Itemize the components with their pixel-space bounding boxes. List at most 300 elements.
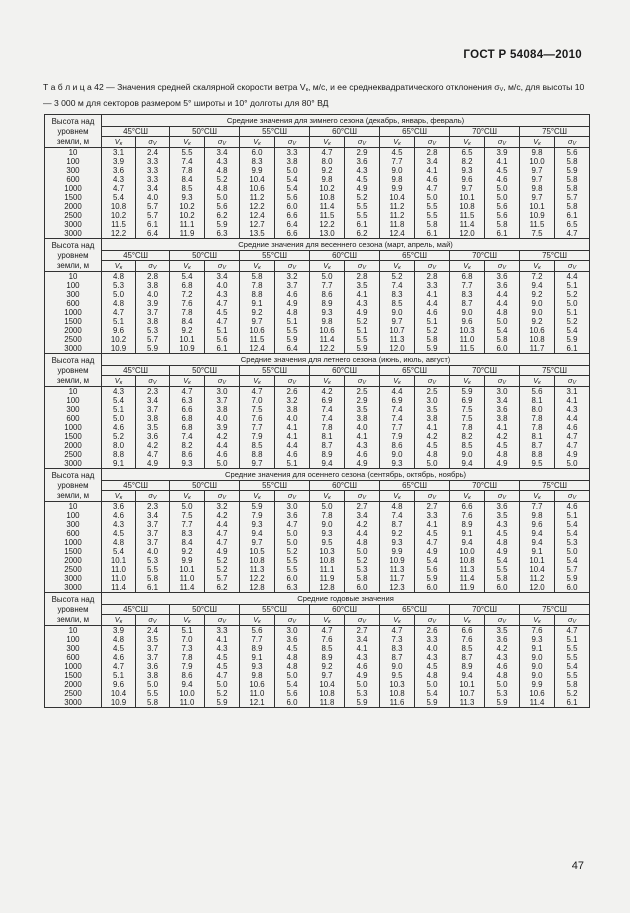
value-cell: 10.4 (380, 193, 415, 202)
value-cell: 4.0 (205, 281, 240, 290)
symbol-sigma (345, 491, 380, 502)
value-cell: 2.8 (136, 272, 170, 282)
value-cell: 10.8 (310, 193, 345, 202)
value-cell: 7.7 (170, 520, 205, 529)
symbol: $V_к$ (183, 137, 191, 147)
value-cell: 9.0 (450, 450, 485, 459)
symbol-v (310, 376, 345, 387)
value-cell: 5.8 (485, 574, 520, 583)
value-cell: 8.0 (520, 405, 555, 414)
value-cell: 6.8 (450, 272, 485, 282)
height-cell: 3000 (45, 229, 102, 239)
value-cell: 4.3 (345, 441, 380, 450)
value-cell: 4.8 (415, 450, 450, 459)
table-row (45, 441, 590, 450)
symbol: $\sigma_V$ (497, 261, 507, 271)
value-cell: 3.8 (136, 317, 170, 326)
height-cell: 3000 (45, 698, 102, 708)
value-cell: 4.7 (555, 441, 590, 450)
value-cell: 8.2 (170, 441, 205, 450)
value-cell: 9.9 (170, 556, 205, 565)
value-cell: 4.0 (415, 644, 450, 653)
symbol: $V_к$ (533, 261, 541, 271)
symbol: $\sigma_V$ (497, 491, 507, 501)
value-cell: 3.8 (345, 414, 380, 423)
value-cell: 12.8 (240, 583, 275, 593)
value-cell: 9.7 (240, 317, 275, 326)
value-cell: 5.3 (136, 326, 170, 335)
value-cell: 10.8 (310, 689, 345, 698)
symbol: $\sigma_V$ (217, 376, 227, 386)
value-cell: 7.7 (450, 281, 485, 290)
value-cell: 4.2 (205, 432, 240, 441)
value-cell: 4.6 (102, 423, 136, 432)
latitude-header: 60°СШ (310, 605, 380, 615)
value-cell: 4.2 (205, 511, 240, 520)
value-cell: 3.3 (415, 511, 450, 520)
value-cell: 11.9 (310, 574, 345, 583)
value-cell: 3.6 (485, 281, 520, 290)
value-cell: 2.5 (345, 387, 380, 397)
value-cell: 5.8 (136, 574, 170, 583)
symbol: $\sigma_V$ (567, 615, 577, 625)
table-row (45, 272, 590, 282)
value-cell: 10.8 (380, 689, 415, 698)
value-cell: 5.8 (555, 184, 590, 193)
symbol: $V_к$ (393, 491, 401, 501)
value-cell: 7.5 (170, 511, 205, 520)
value-cell: 4.5 (415, 662, 450, 671)
data-table (44, 114, 590, 708)
table-row (45, 432, 590, 441)
value-cell: 10.6 (310, 326, 345, 335)
value-cell: 6.0 (275, 202, 310, 211)
symbol: $\sigma_V$ (497, 137, 507, 147)
value-cell: 5.7 (555, 193, 590, 202)
height-cell: 100 (45, 157, 102, 166)
height-cell: 100 (45, 635, 102, 644)
value-cell: 3.5 (345, 281, 380, 290)
value-cell: 4.7 (380, 626, 415, 636)
symbol-sigma (205, 376, 240, 387)
symbol-v (102, 261, 136, 272)
value-cell: 4.4 (485, 290, 520, 299)
latitude-header: 45°СШ (102, 605, 170, 615)
symbol: $V_к$ (114, 615, 123, 625)
value-cell: 6.6 (275, 229, 310, 239)
value-cell: 7.7 (520, 502, 555, 512)
value-cell: 11.7 (520, 344, 555, 354)
table-row (45, 405, 590, 414)
symbol-sigma (136, 376, 170, 387)
height-cell: 300 (45, 405, 102, 414)
symbol-row (45, 261, 590, 272)
value-cell: 4.9 (345, 671, 380, 680)
value-cell: 4.2 (136, 441, 170, 450)
value-cell: 11.5 (310, 211, 345, 220)
value-cell: 8.5 (380, 299, 415, 308)
value-cell: 2.5 (415, 387, 450, 397)
value-cell: 7.2 (170, 290, 205, 299)
value-cell: 11.9 (170, 229, 205, 239)
value-cell: 5.5 (345, 202, 380, 211)
value-cell: 9.8 (520, 148, 555, 158)
value-cell: 5.1 (102, 405, 136, 414)
value-cell: 5.6 (240, 626, 275, 636)
value-cell: 7.6 (240, 414, 275, 423)
symbol-sigma (485, 491, 520, 502)
value-cell: 4.9 (136, 459, 170, 469)
symbol: $\sigma_V$ (287, 261, 297, 271)
value-cell: 5.1 (170, 626, 205, 636)
value-cell: 4.8 (205, 184, 240, 193)
value-cell: 6.0 (555, 583, 590, 593)
symbol-sigma (345, 376, 380, 387)
latitude-header: 65°СШ (380, 366, 450, 376)
value-cell: 4.2 (345, 520, 380, 529)
value-cell: 7.4 (170, 432, 205, 441)
symbol-sigma (275, 137, 310, 148)
value-cell: 8.5 (450, 441, 485, 450)
value-cell: 7.6 (310, 635, 345, 644)
table-row (45, 529, 590, 538)
value-cell: 10.8 (240, 556, 275, 565)
value-cell: 6.8 (170, 414, 205, 423)
value-cell: 3.8 (485, 414, 520, 423)
value-cell: 5.4 (275, 184, 310, 193)
height-cell: 1000 (45, 538, 102, 547)
value-cell: 5.5 (136, 689, 170, 698)
value-cell: 5.5 (275, 565, 310, 574)
value-cell: 12.4 (240, 344, 275, 354)
symbol: $V_к$ (533, 137, 541, 147)
value-cell: 4.0 (205, 414, 240, 423)
value-cell: 10.1 (170, 565, 205, 574)
table-row (45, 157, 590, 166)
table-row (45, 396, 590, 405)
value-cell: 10.2 (310, 184, 345, 193)
value-cell: 12.7 (240, 220, 275, 229)
symbol-row (45, 376, 590, 387)
value-cell: 5.6 (275, 689, 310, 698)
symbol-sigma (275, 261, 310, 272)
height-cell: 2000 (45, 680, 102, 689)
value-cell: 4.1 (415, 166, 450, 175)
table-row (45, 299, 590, 308)
value-cell: 11.2 (380, 202, 415, 211)
symbol: $\sigma_V$ (427, 615, 437, 625)
symbol-v (102, 137, 136, 148)
value-cell: 5.2 (345, 193, 380, 202)
symbol: $\sigma_V$ (287, 615, 297, 625)
symbol: $V_к$ (323, 137, 331, 147)
value-cell: 9.2 (520, 317, 555, 326)
value-cell: 4.3 (102, 175, 136, 184)
row-header: Высота над уровнем земли, м (45, 593, 102, 626)
value-cell: 11.1 (310, 565, 345, 574)
value-cell: 4.3 (102, 520, 136, 529)
value-cell: 3.8 (275, 405, 310, 414)
value-cell: 10.2 (102, 335, 136, 344)
row-header: Высота над уровнем земли, м (45, 354, 102, 387)
symbol-v (240, 615, 275, 626)
section-title: Средние значения для летнего сезона (июнь, июль, август) (102, 354, 590, 366)
value-cell: 5.9 (240, 502, 275, 512)
value-cell: 9.4 (240, 529, 275, 538)
value-cell: 9.6 (102, 326, 136, 335)
value-cell: 9.2 (380, 529, 415, 538)
value-cell: 7.6 (170, 299, 205, 308)
symbol: $\sigma_V$ (148, 261, 157, 271)
value-cell: 7.8 (450, 423, 485, 432)
value-cell: 9.1 (240, 653, 275, 662)
value-cell: 5.6 (205, 335, 240, 344)
value-cell: 4.2 (485, 432, 520, 441)
height-cell: 300 (45, 166, 102, 175)
value-cell: 3.5 (485, 511, 520, 520)
value-cell: 5.4 (415, 689, 450, 698)
value-cell: 5.7 (136, 202, 170, 211)
value-cell: 10.1 (450, 680, 485, 689)
value-cell: 3.8 (205, 405, 240, 414)
value-cell: 2.6 (415, 626, 450, 636)
value-cell: 5.0 (170, 502, 205, 512)
value-cell: 4.1 (415, 520, 450, 529)
value-cell: 4.3 (205, 644, 240, 653)
value-cell: 4.5 (380, 148, 415, 158)
table-row (45, 308, 590, 317)
value-cell: 8.9 (450, 662, 485, 671)
value-cell: 4.1 (205, 635, 240, 644)
value-cell: 9.0 (310, 520, 345, 529)
symbol: $\sigma_V$ (357, 615, 367, 625)
value-cell: 4.7 (310, 148, 345, 158)
value-cell: 6.1 (415, 229, 450, 239)
value-cell: 4.9 (485, 547, 520, 556)
value-cell: 8.8 (102, 450, 136, 459)
value-cell: 5.9 (345, 698, 380, 708)
value-cell: 7.4 (170, 157, 205, 166)
value-cell: 6.8 (170, 423, 205, 432)
value-cell: 4.7 (205, 317, 240, 326)
value-cell: 4.8 (485, 450, 520, 459)
symbol-v (380, 261, 415, 272)
symbol: $\sigma_V$ (217, 615, 227, 625)
value-cell: 5.2 (555, 290, 590, 299)
value-cell: 5.4 (555, 529, 590, 538)
value-cell: 9.2 (170, 547, 205, 556)
value-cell: 5.0 (275, 166, 310, 175)
value-cell: 4.6 (555, 502, 590, 512)
height-cell: 100 (45, 281, 102, 290)
table-row (45, 290, 590, 299)
value-cell: 8.1 (520, 396, 555, 405)
value-cell: 11.0 (102, 574, 136, 583)
value-cell: 7.4 (380, 281, 415, 290)
value-cell: 3.4 (345, 635, 380, 644)
value-cell: 10.1 (520, 202, 555, 211)
value-cell: 9.2 (310, 166, 345, 175)
value-cell: 3.4 (205, 272, 240, 282)
section-title: Средние значения для зимнего сезона (декабрь, январь, февраль) (102, 115, 590, 127)
value-cell: 7.9 (380, 432, 415, 441)
value-cell: 9.6 (520, 520, 555, 529)
value-cell: 8.6 (380, 441, 415, 450)
symbol-v (520, 376, 555, 387)
value-cell: 4.6 (485, 662, 520, 671)
value-cell: 7.7 (310, 281, 345, 290)
value-cell: 11.3 (240, 565, 275, 574)
value-cell: 4.9 (345, 308, 380, 317)
value-cell: 5.6 (205, 202, 240, 211)
value-cell: 6.1 (555, 698, 590, 708)
value-cell: 3.8 (136, 671, 170, 680)
value-cell: 5.8 (485, 220, 520, 229)
symbol-v (102, 491, 136, 502)
section-title: Средние значения для осеннего сезона (сентябрь, октябрь, ноябрь) (102, 469, 590, 481)
value-cell: 7.2 (520, 272, 555, 282)
value-cell: 3.2 (275, 272, 310, 282)
value-cell: 4.7 (555, 626, 590, 636)
value-cell: 4.1 (275, 423, 310, 432)
value-cell: 5.8 (415, 220, 450, 229)
value-cell: 8.4 (170, 538, 205, 547)
value-cell: 10.0 (450, 547, 485, 556)
value-cell: 8.4 (170, 317, 205, 326)
value-cell: 5.2 (345, 556, 380, 565)
value-cell: 8.2 (450, 157, 485, 166)
symbol-v (450, 376, 485, 387)
height-cell: 2000 (45, 326, 102, 335)
value-cell: 11.8 (310, 698, 345, 708)
value-cell: 3.3 (136, 166, 170, 175)
value-cell: 5.0 (205, 459, 240, 469)
value-cell: 9.3 (520, 635, 555, 644)
value-cell: 9.3 (170, 459, 205, 469)
value-cell: 6.0 (240, 148, 275, 158)
value-cell: 3.2 (205, 502, 240, 512)
value-cell: 2.4 (136, 148, 170, 158)
value-cell: 11.4 (450, 220, 485, 229)
symbol: $\sigma_V$ (567, 491, 577, 501)
value-cell: 5.5 (170, 148, 205, 158)
value-cell: 5.4 (170, 272, 205, 282)
latitude-header: 70°СШ (450, 127, 520, 137)
value-cell: 5.2 (380, 272, 415, 282)
latitude-header: 55°СШ (240, 251, 310, 261)
value-cell: 4.7 (205, 529, 240, 538)
symbol-v (380, 137, 415, 148)
table-row (45, 689, 590, 698)
value-cell: 8.2 (450, 432, 485, 441)
value-cell: 4.2 (310, 387, 345, 397)
value-cell: 4.8 (485, 308, 520, 317)
value-cell: 3.7 (136, 308, 170, 317)
value-cell: 2.7 (415, 502, 450, 512)
value-cell: 11.2 (520, 574, 555, 583)
symbol-sigma (345, 137, 380, 148)
symbol-sigma (555, 261, 590, 272)
value-cell: 12.2 (240, 202, 275, 211)
value-cell: 3.6 (275, 635, 310, 644)
symbol: $V_к$ (323, 376, 331, 386)
symbol-v (520, 137, 555, 148)
table-row (45, 335, 590, 344)
table-row (45, 556, 590, 565)
value-cell: 5.9 (555, 335, 590, 344)
symbol-sigma (205, 491, 240, 502)
symbol-row (45, 615, 590, 626)
table-row (45, 414, 590, 423)
value-cell: 5.8 (555, 157, 590, 166)
latitude-header: 45°СШ (102, 251, 170, 261)
value-cell: 8.5 (170, 184, 205, 193)
value-cell: 4.8 (275, 653, 310, 662)
height-cell: 10 (45, 272, 102, 282)
latitude-header: 45°СШ (102, 366, 170, 376)
value-cell: 11.4 (520, 698, 555, 708)
value-cell: 3.0 (275, 502, 310, 512)
height-cell: 300 (45, 290, 102, 299)
symbol-sigma (275, 491, 310, 502)
value-cell: 3.4 (345, 511, 380, 520)
value-cell: 4.8 (380, 502, 415, 512)
value-cell: 5.0 (485, 184, 520, 193)
height-cell: 1500 (45, 193, 102, 202)
height-cell: 2500 (45, 211, 102, 220)
height-cell: 300 (45, 644, 102, 653)
value-cell: 11.4 (102, 583, 136, 593)
height-cell: 1500 (45, 671, 102, 680)
value-cell: 4.3 (345, 653, 380, 662)
value-cell: 12.4 (380, 229, 415, 239)
value-cell: 4.4 (380, 387, 415, 397)
symbol-sigma (136, 491, 170, 502)
value-cell: 9.3 (240, 520, 275, 529)
value-cell: 5.4 (555, 326, 590, 335)
table-row (45, 547, 590, 556)
value-cell: 10.2 (170, 202, 205, 211)
value-cell: 3.2 (275, 396, 310, 405)
value-cell: 4.6 (345, 662, 380, 671)
value-cell: 8.3 (450, 290, 485, 299)
value-cell: 5.9 (485, 698, 520, 708)
value-cell: 10.3 (450, 326, 485, 335)
value-cell: 3.5 (485, 626, 520, 636)
value-cell: 4.0 (275, 414, 310, 423)
value-cell: 6.0 (485, 344, 520, 354)
caption-sub-v: V (499, 87, 504, 93)
value-cell: 10.0 (170, 689, 205, 698)
value-cell: 9.2 (520, 290, 555, 299)
symbol-sigma (136, 615, 170, 626)
height-cell: 2000 (45, 556, 102, 565)
value-cell: 3.5 (415, 405, 450, 414)
value-cell: 7.9 (170, 662, 205, 671)
symbol: $\sigma_V$ (217, 261, 227, 271)
value-cell: 3.6 (485, 405, 520, 414)
value-cell: 6.8 (170, 281, 205, 290)
value-cell: 6.3 (275, 583, 310, 593)
symbol-v (450, 137, 485, 148)
value-cell: 8.9 (450, 520, 485, 529)
symbol: $\sigma_V$ (148, 491, 157, 501)
symbol-v (170, 615, 205, 626)
value-cell: 5.9 (555, 574, 590, 583)
value-cell: 4.7 (102, 308, 136, 317)
value-cell: 3.7 (136, 405, 170, 414)
value-cell: 9.0 (520, 662, 555, 671)
